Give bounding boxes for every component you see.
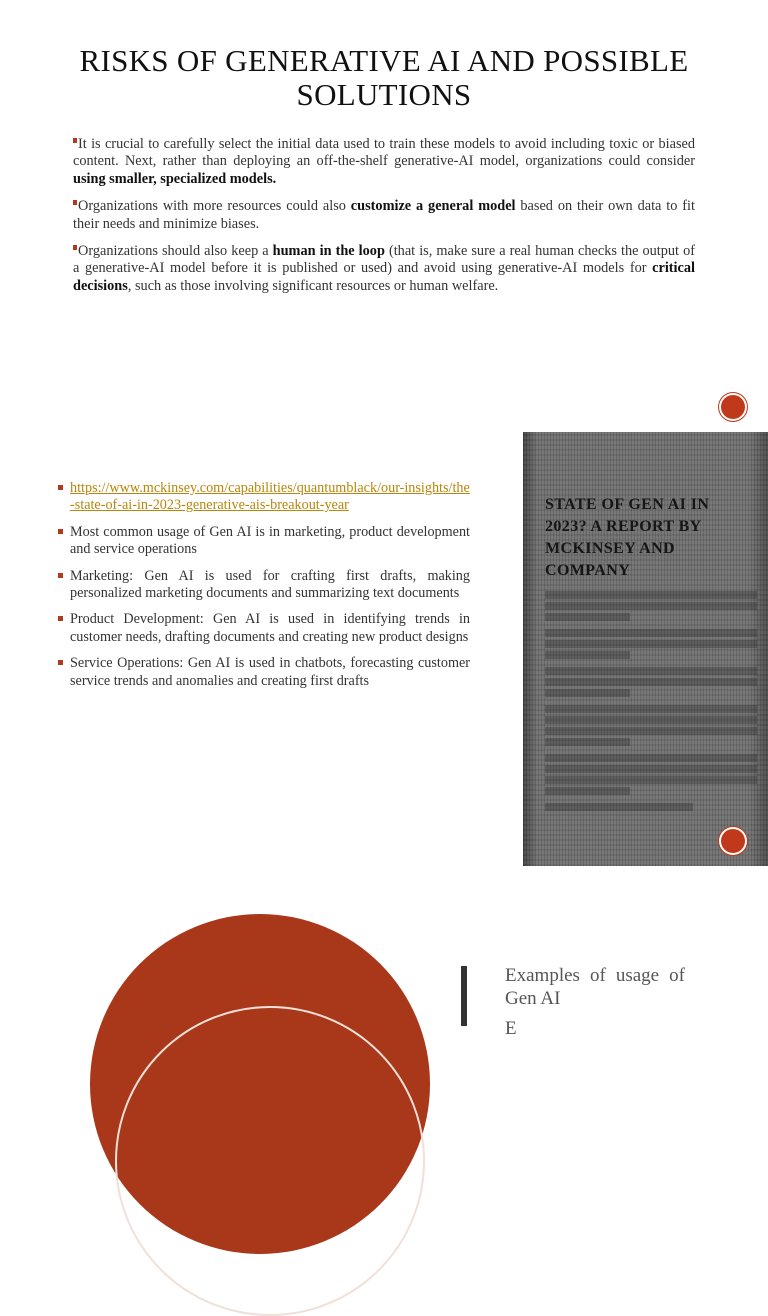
bullet-text: Marketing: Gen AI is used for crafting first drafts, making personalized marketing documents and summarizing text documents [70, 567, 470, 602]
bullet-marker [58, 573, 63, 578]
bullet-text: based on their own data to fit their needs and minimize biases. [73, 198, 695, 232]
usage-bullet [58, 568, 470, 603]
bullet-bold-text: customize a general model [350, 198, 516, 215]
bullet-text: (that is, make sure a real human checks the output of a generative-AI model before it is published or used) and avoid using generative-AI models for [73, 243, 695, 277]
slide-gen-ai-usage [0, 432, 768, 866]
bullet-text: Most common usage of Gen AI is in marketing, product development and service operations [70, 523, 470, 558]
bullet-text: Service Operations: Gen AI is used in chatbots, forecasting customer service trends and anomalies and creating first drafts [70, 655, 470, 689]
slide-examples [0, 866, 768, 1039]
mckinsey-report-link[interactable]: https://www.mckinsey.com/capabilities/quantumblack/our-insights/the-state-of-ai-in-2023-generative-ais-breakout-year [70, 480, 470, 514]
slide-risks [0, 0, 768, 432]
decorative-ring [115, 1006, 425, 1316]
bullet-marker [73, 138, 77, 143]
bullet-text: It is crucial to carefully select the initial data used to train these models to avoid including toxic or biased content. Next, rather than deploying an off-the-shelf generative-AI model, organizations could consider [73, 136, 695, 170]
usage-bullet [58, 655, 470, 690]
bullet-bold-text: using smaller, specialized models. [73, 170, 277, 187]
usage-bullet [58, 611, 470, 646]
bullet-marker [73, 245, 77, 250]
cut-off-text: E [505, 1018, 517, 1039]
usage-bullet-list [58, 480, 470, 699]
slide-title: RISKS OF GENERATIVE AI AND POSSIBLE SOLUTIONS [79, 43, 689, 112]
panel-title: STATE OF GEN AI IN 2023? A REPORT BY MCKINSEY AND COMPANY [545, 496, 710, 579]
risk-bullet [73, 136, 695, 188]
bullet-marker [58, 660, 63, 665]
bullet-marker [73, 200, 77, 205]
risk-bullet-list [73, 136, 695, 305]
bullet-text: Organizations should also keep a [78, 243, 273, 260]
report-summary-panel [523, 432, 768, 866]
risk-bullet [73, 198, 695, 233]
link-bullet [58, 480, 470, 515]
decorative-circle [721, 395, 745, 419]
risk-bullet [73, 243, 695, 295]
bullet-marker [58, 485, 63, 490]
bullet-bold-text: critical decisions [73, 260, 695, 294]
bullet-marker [58, 529, 63, 534]
panel-illegible-text [545, 588, 757, 814]
decorative-circle [721, 829, 745, 853]
decorative-vertical-bar [461, 966, 467, 1026]
bullet-bold-text: human in the loop [272, 243, 385, 260]
usage-bullet [58, 524, 470, 559]
bullet-marker [58, 616, 63, 621]
bullet-text: , such as those involving significant resources or human welfare. [127, 277, 499, 294]
examples-heading: Examples of usage of Gen AI [505, 965, 685, 1009]
bullet-text: Product Development: Gen AI is used in identifying trends in customer needs, drafting documents and creating new product designs [70, 611, 470, 645]
bullet-text: Organizations with more resources could also [78, 198, 351, 215]
